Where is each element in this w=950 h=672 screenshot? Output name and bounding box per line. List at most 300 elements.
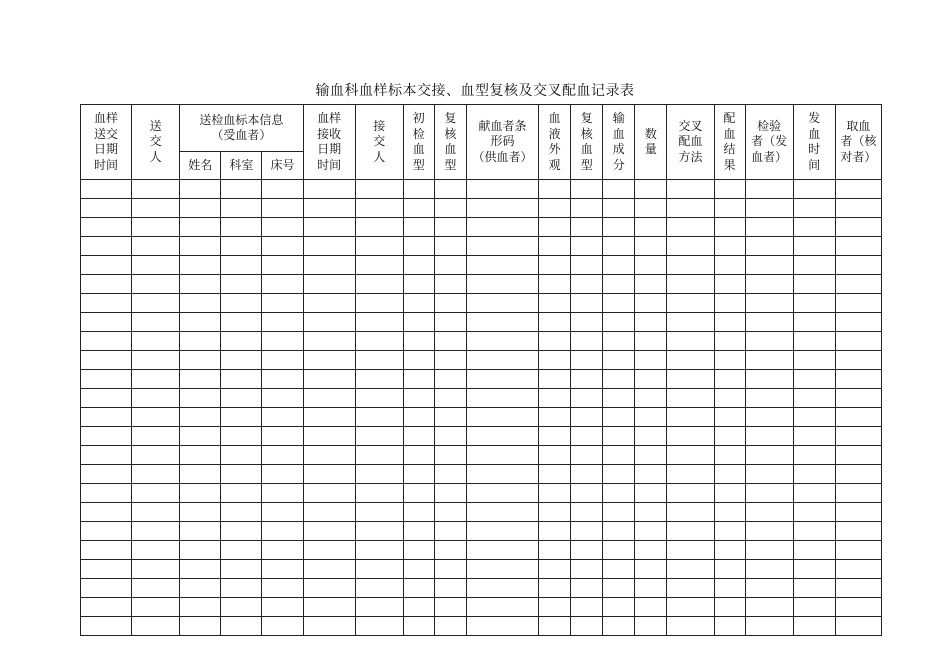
table-cell[interactable] <box>603 427 635 446</box>
table-cell[interactable] <box>355 541 403 560</box>
table-cell[interactable] <box>262 313 303 332</box>
table-cell[interactable] <box>667 294 714 313</box>
table-cell[interactable] <box>635 218 667 237</box>
table-cell[interactable] <box>571 465 603 484</box>
table-cell[interactable] <box>303 237 355 256</box>
table-cell[interactable] <box>434 446 466 465</box>
table-cell[interactable] <box>262 427 303 446</box>
table-cell[interactable] <box>403 218 434 237</box>
table-cell[interactable] <box>303 560 355 579</box>
table-cell[interactable] <box>180 180 221 199</box>
table-cell[interactable] <box>603 522 635 541</box>
table-cell[interactable] <box>835 275 881 294</box>
table-cell[interactable] <box>603 408 635 427</box>
table-cell[interactable] <box>635 579 667 598</box>
table-cell[interactable] <box>403 199 434 218</box>
table-cell[interactable] <box>603 294 635 313</box>
table-cell[interactable] <box>180 598 221 617</box>
table-cell[interactable] <box>180 427 221 446</box>
table-cell[interactable] <box>539 256 571 275</box>
table-cell[interactable] <box>466 313 538 332</box>
table-cell[interactable] <box>793 541 835 560</box>
table-cell[interactable] <box>221 351 262 370</box>
table-cell[interactable] <box>571 256 603 275</box>
table-cell[interactable] <box>793 560 835 579</box>
table-cell[interactable] <box>355 522 403 541</box>
table-cell[interactable] <box>539 332 571 351</box>
table-cell[interactable] <box>132 579 180 598</box>
table-cell[interactable] <box>132 237 180 256</box>
table-cell[interactable] <box>635 351 667 370</box>
table-cell[interactable] <box>714 560 745 579</box>
table-cell[interactable] <box>793 408 835 427</box>
table-cell[interactable] <box>132 313 180 332</box>
table-cell[interactable] <box>714 351 745 370</box>
table-cell[interactable] <box>403 465 434 484</box>
table-cell[interactable] <box>539 465 571 484</box>
table-cell[interactable] <box>81 199 132 218</box>
table-cell[interactable] <box>745 237 793 256</box>
table-cell[interactable] <box>355 370 403 389</box>
table-cell[interactable] <box>571 275 603 294</box>
table-cell[interactable] <box>355 579 403 598</box>
table-cell[interactable] <box>539 237 571 256</box>
table-cell[interactable] <box>667 313 714 332</box>
table-cell[interactable] <box>835 598 881 617</box>
table-cell[interactable] <box>635 617 667 636</box>
table-cell[interactable] <box>81 180 132 199</box>
table-cell[interactable] <box>403 332 434 351</box>
table-cell[interactable] <box>793 332 835 351</box>
table-cell[interactable] <box>745 313 793 332</box>
table-cell[interactable] <box>466 332 538 351</box>
table-cell[interactable] <box>667 332 714 351</box>
table-cell[interactable] <box>262 199 303 218</box>
table-cell[interactable] <box>539 427 571 446</box>
table-cell[interactable] <box>262 275 303 294</box>
table-cell[interactable] <box>571 370 603 389</box>
table-cell[interactable] <box>539 408 571 427</box>
table-cell[interactable] <box>793 427 835 446</box>
table-cell[interactable] <box>793 313 835 332</box>
table-cell[interactable] <box>303 313 355 332</box>
table-cell[interactable] <box>745 218 793 237</box>
table-cell[interactable] <box>571 484 603 503</box>
table-cell[interactable] <box>714 617 745 636</box>
table-cell[interactable] <box>403 484 434 503</box>
table-cell[interactable] <box>714 465 745 484</box>
table-cell[interactable] <box>221 237 262 256</box>
table-cell[interactable] <box>81 503 132 522</box>
table-cell[interactable] <box>434 579 466 598</box>
table-cell[interactable] <box>714 218 745 237</box>
table-cell[interactable] <box>221 313 262 332</box>
table-cell[interactable] <box>539 313 571 332</box>
table-cell[interactable] <box>835 370 881 389</box>
table-cell[interactable] <box>539 484 571 503</box>
table-cell[interactable] <box>835 484 881 503</box>
table-cell[interactable] <box>667 522 714 541</box>
table-cell[interactable] <box>835 180 881 199</box>
table-cell[interactable] <box>466 446 538 465</box>
table-cell[interactable] <box>667 237 714 256</box>
table-cell[interactable] <box>434 180 466 199</box>
table-cell[interactable] <box>221 218 262 237</box>
table-cell[interactable] <box>571 408 603 427</box>
table-cell[interactable] <box>745 522 793 541</box>
table-cell[interactable] <box>603 579 635 598</box>
table-cell[interactable] <box>667 256 714 275</box>
table-cell[interactable] <box>793 199 835 218</box>
table-cell[interactable] <box>81 275 132 294</box>
table-cell[interactable] <box>635 256 667 275</box>
table-cell[interactable] <box>180 503 221 522</box>
table-cell[interactable] <box>303 256 355 275</box>
table-cell[interactable] <box>466 275 538 294</box>
table-cell[interactable] <box>355 427 403 446</box>
table-cell[interactable] <box>571 180 603 199</box>
table-cell[interactable] <box>667 617 714 636</box>
table-cell[interactable] <box>793 180 835 199</box>
table-cell[interactable] <box>355 332 403 351</box>
table-cell[interactable] <box>466 180 538 199</box>
table-cell[interactable] <box>403 256 434 275</box>
table-cell[interactable] <box>180 579 221 598</box>
table-cell[interactable] <box>635 446 667 465</box>
table-cell[interactable] <box>355 313 403 332</box>
table-cell[interactable] <box>81 541 132 560</box>
table-cell[interactable] <box>571 598 603 617</box>
table-cell[interactable] <box>635 389 667 408</box>
table-cell[interactable] <box>434 313 466 332</box>
table-cell[interactable] <box>262 617 303 636</box>
table-cell[interactable] <box>835 294 881 313</box>
table-cell[interactable] <box>434 218 466 237</box>
table-cell[interactable] <box>262 503 303 522</box>
table-cell[interactable] <box>303 484 355 503</box>
table-cell[interactable] <box>132 522 180 541</box>
table-cell[interactable] <box>466 199 538 218</box>
table-cell[interactable] <box>81 579 132 598</box>
table-cell[interactable] <box>745 408 793 427</box>
table-cell[interactable] <box>81 446 132 465</box>
table-cell[interactable] <box>835 218 881 237</box>
table-cell[interactable] <box>81 332 132 351</box>
table-cell[interactable] <box>434 351 466 370</box>
table-cell[interactable] <box>667 541 714 560</box>
table-cell[interactable] <box>745 560 793 579</box>
table-cell[interactable] <box>571 313 603 332</box>
table-cell[interactable] <box>835 427 881 446</box>
table-cell[interactable] <box>303 218 355 237</box>
table-cell[interactable] <box>262 180 303 199</box>
table-cell[interactable] <box>303 579 355 598</box>
table-cell[interactable] <box>303 351 355 370</box>
table-cell[interactable] <box>403 389 434 408</box>
table-cell[interactable] <box>571 332 603 351</box>
table-cell[interactable] <box>745 465 793 484</box>
table-cell[interactable] <box>221 598 262 617</box>
table-cell[interactable] <box>667 427 714 446</box>
table-cell[interactable] <box>667 560 714 579</box>
table-cell[interactable] <box>714 237 745 256</box>
table-cell[interactable] <box>714 256 745 275</box>
table-cell[interactable] <box>262 541 303 560</box>
table-cell[interactable] <box>667 503 714 522</box>
table-cell[interactable] <box>571 522 603 541</box>
table-cell[interactable] <box>221 256 262 275</box>
table-cell[interactable] <box>180 275 221 294</box>
table-cell[interactable] <box>603 180 635 199</box>
table-cell[interactable] <box>745 579 793 598</box>
table-cell[interactable] <box>81 408 132 427</box>
table-cell[interactable] <box>262 256 303 275</box>
table-cell[interactable] <box>180 199 221 218</box>
table-cell[interactable] <box>667 218 714 237</box>
table-cell[interactable] <box>403 579 434 598</box>
table-cell[interactable] <box>355 199 403 218</box>
table-cell[interactable] <box>81 598 132 617</box>
table-cell[interactable] <box>221 446 262 465</box>
table-cell[interactable] <box>539 446 571 465</box>
table-cell[interactable] <box>835 313 881 332</box>
table-cell[interactable] <box>221 484 262 503</box>
table-cell[interactable] <box>835 446 881 465</box>
table-cell[interactable] <box>539 370 571 389</box>
table-cell[interactable] <box>539 351 571 370</box>
table-cell[interactable] <box>132 427 180 446</box>
table-cell[interactable] <box>132 389 180 408</box>
table-cell[interactable] <box>603 446 635 465</box>
table-cell[interactable] <box>132 199 180 218</box>
table-cell[interactable] <box>603 465 635 484</box>
table-cell[interactable] <box>539 522 571 541</box>
table-cell[interactable] <box>81 237 132 256</box>
table-cell[interactable] <box>434 560 466 579</box>
table-cell[interactable] <box>835 503 881 522</box>
table-cell[interactable] <box>355 237 403 256</box>
table-cell[interactable] <box>180 256 221 275</box>
table-cell[interactable] <box>466 598 538 617</box>
table-cell[interactable] <box>603 370 635 389</box>
table-cell[interactable] <box>793 484 835 503</box>
table-cell[interactable] <box>466 256 538 275</box>
table-cell[interactable] <box>466 465 538 484</box>
table-cell[interactable] <box>221 332 262 351</box>
table-cell[interactable] <box>714 332 745 351</box>
table-cell[interactable] <box>81 427 132 446</box>
table-cell[interactable] <box>434 427 466 446</box>
table-cell[interactable] <box>571 541 603 560</box>
table-cell[interactable] <box>714 313 745 332</box>
table-cell[interactable] <box>539 218 571 237</box>
table-cell[interactable] <box>635 503 667 522</box>
table-cell[interactable] <box>262 598 303 617</box>
table-cell[interactable] <box>745 332 793 351</box>
table-cell[interactable] <box>403 275 434 294</box>
table-cell[interactable] <box>262 522 303 541</box>
table-cell[interactable] <box>635 560 667 579</box>
table-cell[interactable] <box>571 351 603 370</box>
table-cell[interactable] <box>714 275 745 294</box>
table-cell[interactable] <box>466 294 538 313</box>
table-cell[interactable] <box>434 275 466 294</box>
table-cell[interactable] <box>355 351 403 370</box>
table-cell[interactable] <box>466 427 538 446</box>
table-cell[interactable] <box>835 351 881 370</box>
table-cell[interactable] <box>714 199 745 218</box>
table-cell[interactable] <box>262 446 303 465</box>
table-cell[interactable] <box>745 180 793 199</box>
table-cell[interactable] <box>466 370 538 389</box>
table-cell[interactable] <box>635 294 667 313</box>
table-cell[interactable] <box>745 503 793 522</box>
table-cell[interactable] <box>466 408 538 427</box>
table-cell[interactable] <box>221 294 262 313</box>
table-cell[interactable] <box>403 294 434 313</box>
table-cell[interactable] <box>81 294 132 313</box>
table-cell[interactable] <box>132 275 180 294</box>
table-cell[interactable] <box>603 275 635 294</box>
table-cell[interactable] <box>466 484 538 503</box>
table-cell[interactable] <box>180 446 221 465</box>
table-cell[interactable] <box>180 560 221 579</box>
table-cell[interactable] <box>81 313 132 332</box>
table-cell[interactable] <box>132 484 180 503</box>
table-cell[interactable] <box>835 560 881 579</box>
table-cell[interactable] <box>466 351 538 370</box>
table-cell[interactable] <box>603 199 635 218</box>
table-cell[interactable] <box>355 294 403 313</box>
table-cell[interactable] <box>132 503 180 522</box>
table-cell[interactable] <box>466 218 538 237</box>
table-cell[interactable] <box>262 408 303 427</box>
table-cell[interactable] <box>667 199 714 218</box>
table-cell[interactable] <box>81 484 132 503</box>
table-cell[interactable] <box>835 522 881 541</box>
table-cell[interactable] <box>262 579 303 598</box>
table-cell[interactable] <box>539 617 571 636</box>
table-cell[interactable] <box>180 389 221 408</box>
table-cell[interactable] <box>603 503 635 522</box>
table-cell[interactable] <box>745 446 793 465</box>
table-cell[interactable] <box>667 275 714 294</box>
table-cell[interactable] <box>180 617 221 636</box>
table-cell[interactable] <box>262 351 303 370</box>
table-cell[interactable] <box>603 541 635 560</box>
table-cell[interactable] <box>714 427 745 446</box>
table-cell[interactable] <box>180 465 221 484</box>
table-cell[interactable] <box>466 541 538 560</box>
table-cell[interactable] <box>793 218 835 237</box>
table-cell[interactable] <box>221 522 262 541</box>
table-cell[interactable] <box>434 484 466 503</box>
table-cell[interactable] <box>714 598 745 617</box>
table-cell[interactable] <box>262 465 303 484</box>
table-cell[interactable] <box>221 541 262 560</box>
table-cell[interactable] <box>635 484 667 503</box>
table-cell[interactable] <box>635 313 667 332</box>
table-cell[interactable] <box>667 180 714 199</box>
table-cell[interactable] <box>635 275 667 294</box>
table-cell[interactable] <box>262 294 303 313</box>
table-cell[interactable] <box>434 598 466 617</box>
table-cell[interactable] <box>635 541 667 560</box>
table-cell[interactable] <box>355 389 403 408</box>
table-cell[interactable] <box>303 294 355 313</box>
table-cell[interactable] <box>221 617 262 636</box>
table-cell[interactable] <box>434 503 466 522</box>
table-cell[interactable] <box>539 389 571 408</box>
table-cell[interactable] <box>132 465 180 484</box>
table-cell[interactable] <box>355 446 403 465</box>
table-cell[interactable] <box>603 617 635 636</box>
table-cell[interactable] <box>403 522 434 541</box>
table-cell[interactable] <box>355 484 403 503</box>
table-cell[interactable] <box>793 617 835 636</box>
table-cell[interactable] <box>180 484 221 503</box>
table-cell[interactable] <box>132 294 180 313</box>
table-cell[interactable] <box>571 294 603 313</box>
table-cell[interactable] <box>635 199 667 218</box>
table-cell[interactable] <box>403 351 434 370</box>
table-cell[interactable] <box>635 598 667 617</box>
table-cell[interactable] <box>793 294 835 313</box>
table-cell[interactable] <box>571 579 603 598</box>
table-cell[interactable] <box>835 237 881 256</box>
table-cell[interactable] <box>466 560 538 579</box>
table-cell[interactable] <box>745 541 793 560</box>
table-cell[interactable] <box>714 389 745 408</box>
table-cell[interactable] <box>539 199 571 218</box>
table-cell[interactable] <box>132 446 180 465</box>
table-cell[interactable] <box>571 503 603 522</box>
table-cell[interactable] <box>355 503 403 522</box>
table-cell[interactable] <box>835 579 881 598</box>
table-cell[interactable] <box>303 503 355 522</box>
table-cell[interactable] <box>635 427 667 446</box>
table-cell[interactable] <box>667 408 714 427</box>
table-cell[interactable] <box>262 389 303 408</box>
table-cell[interactable] <box>603 256 635 275</box>
table-cell[interactable] <box>303 427 355 446</box>
table-cell[interactable] <box>835 465 881 484</box>
table-cell[interactable] <box>793 579 835 598</box>
table-cell[interactable] <box>403 180 434 199</box>
table-cell[interactable] <box>793 256 835 275</box>
table-cell[interactable] <box>221 180 262 199</box>
table-cell[interactable] <box>262 332 303 351</box>
table-cell[interactable] <box>403 427 434 446</box>
table-cell[interactable] <box>355 408 403 427</box>
table-cell[interactable] <box>132 560 180 579</box>
table-cell[interactable] <box>434 199 466 218</box>
table-cell[interactable] <box>835 541 881 560</box>
table-cell[interactable] <box>603 484 635 503</box>
table-cell[interactable] <box>635 408 667 427</box>
table-cell[interactable] <box>835 332 881 351</box>
table-cell[interactable] <box>835 256 881 275</box>
table-cell[interactable] <box>539 503 571 522</box>
table-cell[interactable] <box>571 446 603 465</box>
table-cell[interactable] <box>132 408 180 427</box>
table-cell[interactable] <box>793 237 835 256</box>
table-cell[interactable] <box>303 408 355 427</box>
table-cell[interactable] <box>132 332 180 351</box>
table-cell[interactable] <box>539 294 571 313</box>
table-cell[interactable] <box>180 313 221 332</box>
table-cell[interactable] <box>403 617 434 636</box>
